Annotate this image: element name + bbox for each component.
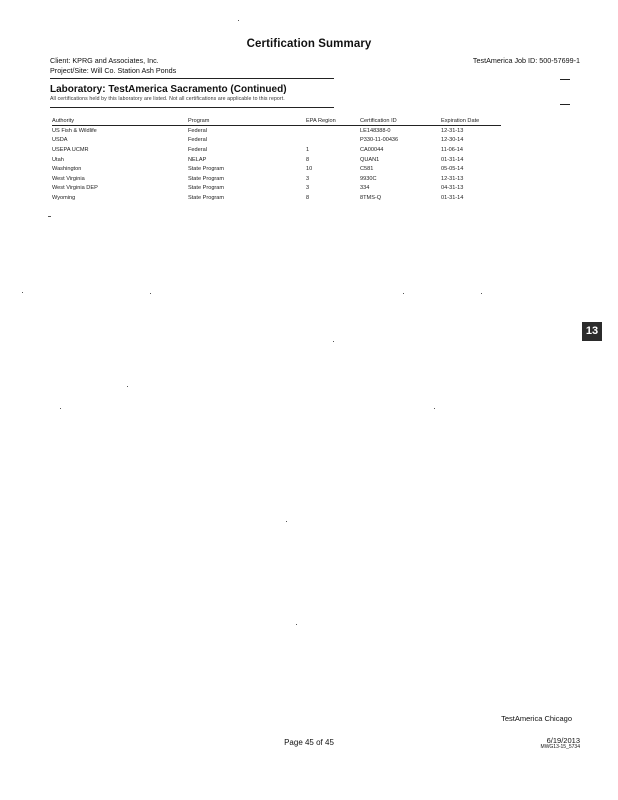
cell-authority: USEPA UCMR	[52, 146, 89, 153]
scan-speck	[127, 386, 128, 387]
scan-speck	[403, 293, 404, 294]
header-program: Program	[188, 117, 306, 126]
header-divider	[50, 78, 334, 79]
header-epa-region: EPA Region	[306, 117, 360, 126]
cell-expiration-date: 12-31-13	[441, 127, 464, 134]
scan-speck	[434, 408, 435, 409]
cell-certification-id: 8TMS-Q	[360, 194, 382, 201]
table-row	[52, 155, 501, 165]
cell-authority: West Virginia DEP	[52, 185, 98, 192]
footer-date-block	[541, 737, 580, 751]
scan-speck	[22, 292, 23, 293]
scan-speck	[60, 408, 61, 409]
table-header-row	[52, 117, 501, 126]
report-date: 6/19/2013	[546, 736, 580, 745]
cell-epa-region	[306, 136, 360, 146]
table-row	[52, 174, 501, 184]
cell-expiration-date: 01-31-14	[441, 194, 464, 201]
cell-program: Federal	[188, 127, 207, 134]
cell-authority: US Fish & Wildlife	[52, 127, 97, 134]
cell-program: State Program	[188, 185, 225, 192]
table-row	[52, 164, 501, 174]
cell-expiration-date: 12-30-14	[441, 137, 464, 144]
cell-epa-region: 3	[306, 175, 310, 182]
table-row	[52, 145, 501, 155]
header-expiration-date: Expiration Date	[441, 117, 501, 126]
scan-speck	[333, 341, 334, 342]
page-title: Certification Summary	[246, 38, 372, 50]
document-code: MWG13-15_5734	[540, 744, 580, 750]
cell-certification-id: 9930C	[360, 175, 377, 182]
header-certification-id: Certification ID	[360, 117, 441, 126]
cell-authority: Washington	[52, 166, 82, 173]
cell-program: NELAP	[188, 156, 207, 163]
scan-speck	[286, 521, 287, 522]
certification-table	[52, 117, 501, 203]
section-tab[interactable]: 13	[582, 322, 602, 341]
cell-certification-id: C581	[360, 166, 374, 173]
header-authority: Authority	[52, 117, 188, 126]
cell-epa-region: 3	[306, 185, 310, 192]
table-row	[52, 136, 501, 146]
cell-epa-region: 8	[306, 156, 310, 163]
cell-certification-id: P330-11-00436	[360, 137, 399, 144]
page-number: Page 45 of 45	[284, 738, 334, 747]
cell-program: State Program	[188, 175, 225, 182]
cell-authority: Utah	[52, 156, 64, 163]
client-name: Client: KPRG and Associates, Inc.	[50, 56, 159, 65]
job-id: TestAmerica Job ID: 500-57699-1	[472, 56, 580, 65]
project-site: Project/Site: Will Co. Station Ash Ponds	[50, 66, 177, 75]
laboratory-heading: Laboratory: TestAmerica Sacramento (Continued)	[50, 84, 287, 95]
cell-epa-region	[306, 126, 360, 136]
cell-certification-id: LE148388-0	[360, 127, 391, 134]
cell-epa-region: 8	[306, 194, 310, 201]
cell-expiration-date: 12-31-13	[441, 175, 464, 182]
cell-authority: Wyoming	[52, 194, 76, 201]
cell-expiration-date: 11-06-14	[441, 146, 463, 153]
scan-speck	[150, 293, 151, 294]
certification-note: All certifications held by this laboratory are listed. Not all certifications are applicable to this report.	[50, 96, 285, 102]
cell-epa-region: 10	[306, 166, 313, 173]
cell-authority: West Virginia	[52, 175, 85, 182]
cell-expiration-date: 04-31-13	[441, 185, 464, 192]
scan-mark	[48, 216, 51, 217]
cell-program: State Program	[188, 166, 225, 173]
scan-speck	[481, 293, 482, 294]
cell-program: State Program	[188, 194, 225, 201]
cell-program: Federal	[188, 137, 207, 144]
footer-lab-name: TestAmerica Chicago	[501, 714, 572, 723]
margin-mark-bottom	[560, 104, 570, 105]
table-row	[52, 193, 501, 203]
cell-expiration-date: 05-05-14	[441, 166, 464, 173]
margin-mark-top	[560, 79, 570, 80]
cell-authority: USDA	[52, 137, 68, 144]
cell-certification-id: 334	[360, 185, 370, 192]
table-row	[52, 126, 501, 136]
cell-epa-region: 1	[306, 146, 310, 153]
cell-expiration-date: 01-31-14	[441, 156, 464, 163]
table-row	[52, 184, 501, 194]
laboratory-divider	[50, 107, 334, 108]
scan-speck	[296, 624, 297, 625]
cell-certification-id: QUAN1	[360, 156, 380, 163]
cell-certification-id: CA00044	[360, 146, 384, 153]
scan-speck	[238, 20, 239, 21]
cell-program: Federal	[188, 146, 207, 153]
